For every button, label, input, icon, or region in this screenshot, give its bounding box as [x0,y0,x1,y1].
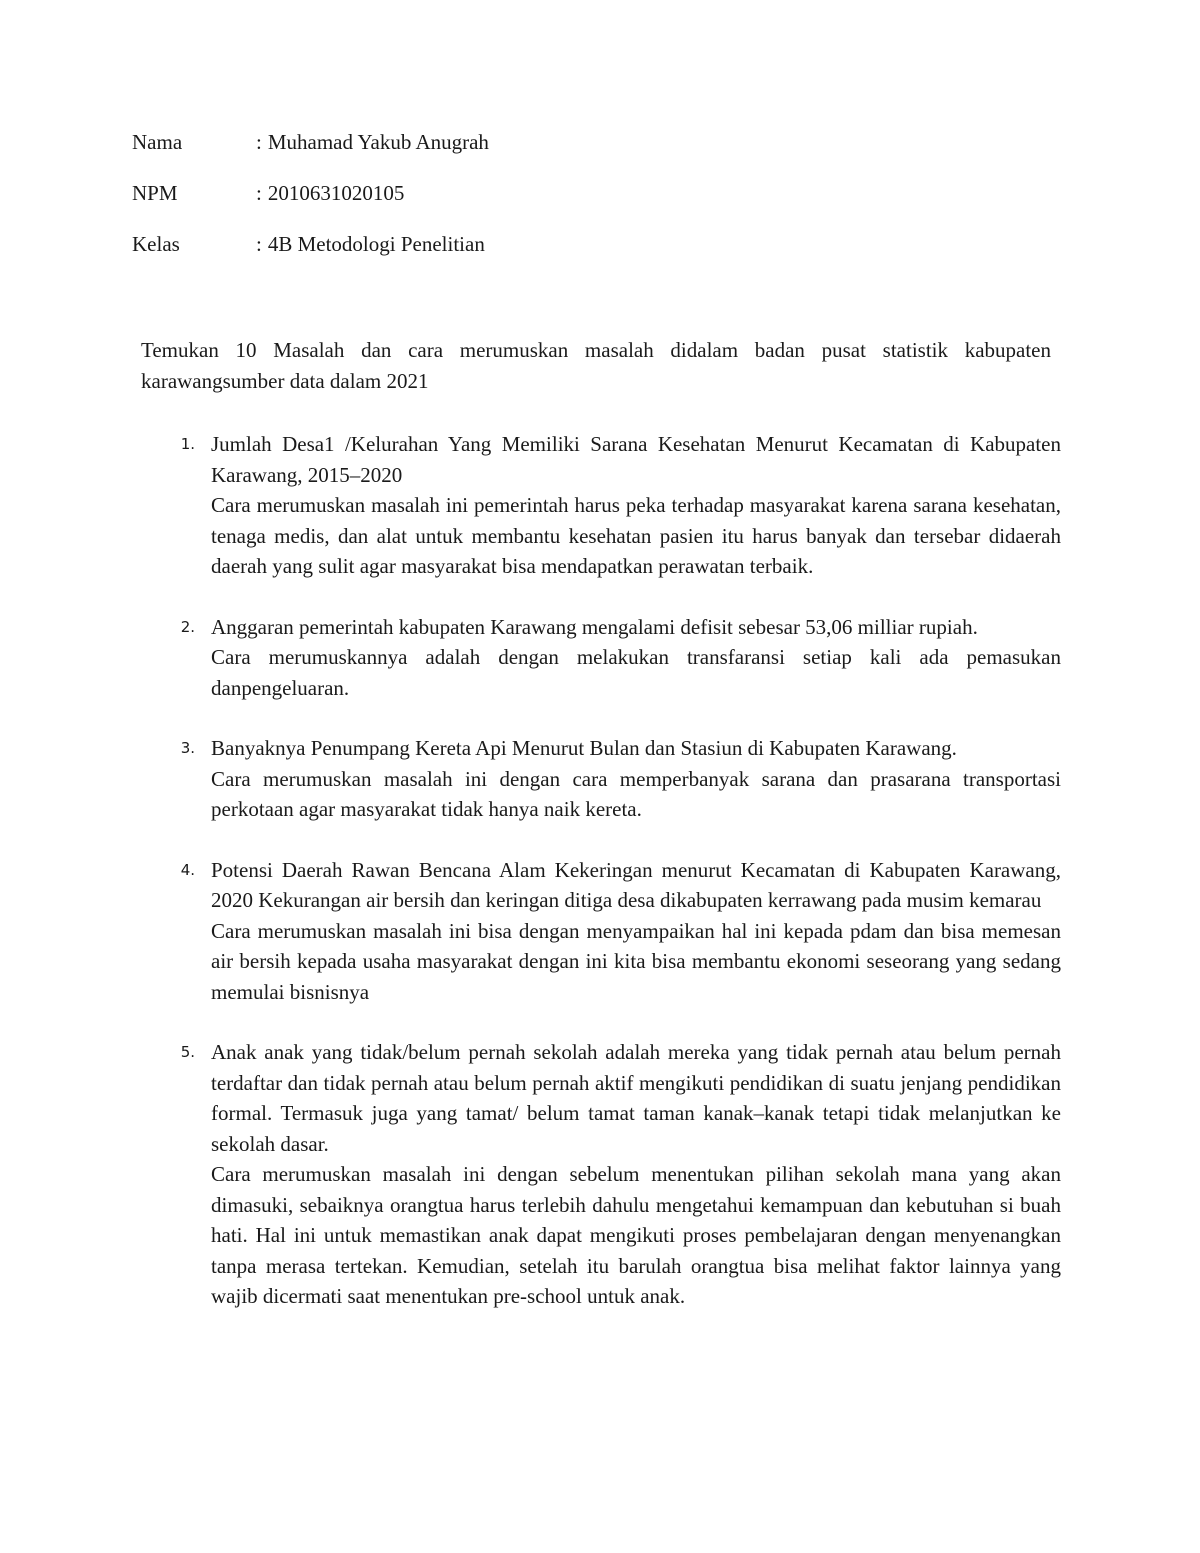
problem-solution: Cara merumuskan masalah ini dengan cara memperbanyak sarana dan prasarana transportasi perkotaan agar masyarakat tidak hanya naik kereta. [211,766,1061,821]
problem-statement: Potensi Daerah Rawan Bencana Alam Kekeringan menurut Kecamatan di Kabupaten Karawang, 2020 Kekurangan air bersih dan keringan ditiga desa dikabupaten kerrawang pada musim kemarau [211,857,1061,912]
problem-solution: Cara merumuskan masalah ini pemerintah harus peka terhadap masyarakat karena sarana kesehatan, tenaga medis, dan alat untuk membantu kesehatan pasien itu harus banyak dan tersebar didaerah daerah yang sulit agar masyarakat bisa mendapatkan perawatan terbaik. [211,493,1061,578]
info-row-kelas [132,232,1032,283]
info-value-name: Muhamad Yakub Anugrah [267,130,489,154]
list-number: 3. [180,739,195,757]
list-item [141,612,1061,704]
list-item [141,1037,1061,1312]
info-colon: : [256,181,262,205]
info-label: Kelas [132,232,180,256]
info-label: NPM [132,181,178,205]
info-row-nama [132,130,1032,181]
list-item-body [211,612,1061,704]
problem-solution: Cara merumuskan masalah ini dengan sebelum menentukan pilihan sekolah mana yang akan dimasuki, sebaiknya orangtua harus terlebih dahulu mengetahui kemampuan dan kebutuhan si buah hati. Hal ini untuk memastikan anak dapat mengikuti proses pembelajaran dengan menyenangkan tanpa merasa tertekan. Kemudian, setelah itu barulah orangtua bisa melihat faktor lainnya yang wajib dicermati saat menentukan pre-school untuk anak. [211,1162,1061,1308]
list-item-body [211,733,1061,825]
info-value-class: 4B Metodologi Penelitian [267,232,485,256]
list-number: 1. [180,435,195,453]
list-item-body [211,855,1061,1008]
assignment-intro: Temukan 10 Masalah dan cara merumuskan masalah didalam badan pusat statistik kabupaten karawangsumber data dalam 2021 [141,338,1051,393]
problem-solution: Cara merumuskannya adalah dengan melakukan transfaransi setiap kali ada pemasukan danpengeluaran. [211,645,1061,700]
info-row-npm [132,181,1032,232]
info-colon: : [256,232,262,256]
list-item-body [211,1037,1061,1312]
list-item [141,855,1061,1008]
list-number: 5. [180,1043,195,1061]
problem-statement: Banyaknya Penumpang Kereta Api Menurut Bulan dan Stasiun di Kabupaten Karawang. [211,736,957,760]
list-number: 4. [180,860,195,879]
list-number: 2. [180,617,195,636]
student-info [132,130,1032,283]
problem-statement: Jumlah Desa1 /Kelurahan Yang Memiliki Sarana Kesehatan Menurut Kecamatan di Kabupaten Karawang, 2015–2020 [211,432,1061,487]
problem-statement: Anggaran pemerintah kabupaten Karawang mengalami defisit sebesar 53,06 milliar rupiah. [211,614,978,639]
info-label: Nama [132,130,183,154]
problem-statement: Anak anak yang tidak/belum pernah sekolah adalah mereka yang tidak pernah atau belum pernah terdaftar dan tidak pernah atau belum pernah aktif mengikuti pendidikan di suatu jenjang pendidikan formal. Termasuk juga yang tamat/ belum tamat taman kanak–kanak tetapi tidak melanjutkan ke sekolah dasar. [211,1040,1061,1156]
info-value-npm: 2010631020105 [267,181,405,205]
list-item-body [211,429,1061,582]
list-item [141,733,1061,825]
problem-list [141,429,1061,1342]
info-colon: : [256,130,262,154]
problem-solution: Cara merumuskan masalah ini bisa dengan menyampaikan hal ini kepada pdam dan bisa memesan air bersih kepada usaha masyarakat dengan ini kita bisa membantu ekonomi seseorang yang sedang memulai bisnisnya [211,918,1061,1004]
list-item [141,429,1061,582]
